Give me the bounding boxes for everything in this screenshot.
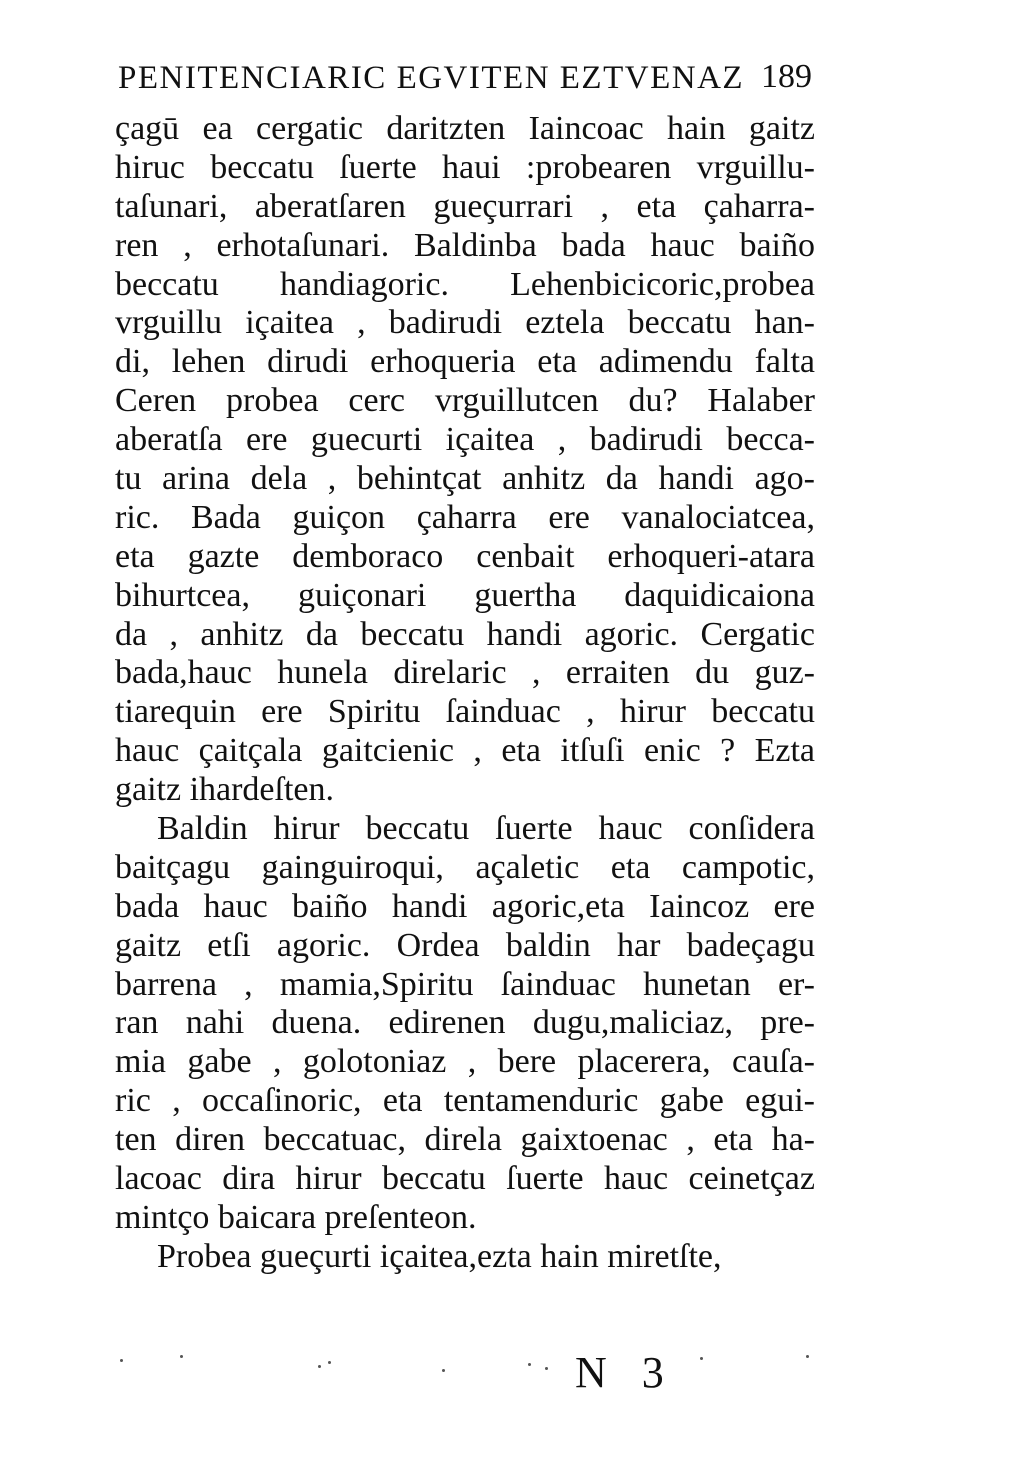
ink-speck	[328, 1361, 331, 1364]
text-line: aberatſa ere guecurti içaitea , badirudi becca-	[115, 421, 815, 459]
text-line: bihurtcea, guiçonari guertha daquidicaiona	[115, 576, 815, 614]
text-line: baitçagu gainguiroqui, açaletic eta campotic,	[115, 848, 815, 886]
text-line: barrena , mamia,Spiritu ſainduac hunetan er-	[115, 965, 815, 1003]
text-line: da , anhitz da beccatu handi agoric. Cergatic	[115, 615, 815, 653]
text-line: di, lehen dirudi erhoqueria eta adimendu falta	[115, 343, 815, 381]
ink-speck	[442, 1369, 445, 1372]
ink-speck	[545, 1367, 548, 1370]
running-title: PENITENCIARIC EGVITEN EZTVENAZ	[118, 60, 745, 96]
text-line: Ceren probea cerc vrguillutcen du? Halaber	[115, 382, 815, 420]
text-line: mintço baicara preſenteon.	[115, 1198, 477, 1236]
text-line: tiarequin ere Spiritu ſainduac , hirur beccatu	[115, 693, 815, 731]
ink-speck	[806, 1355, 809, 1358]
text-line: eta gazte demboraco cenbait erhoqueri-atara	[115, 537, 815, 575]
text-line: gaitz etſi agoric. Ordea baldin har badeçagu	[115, 926, 815, 964]
paragraph-1	[115, 110, 815, 810]
text-line: beccatu handiagoric. Lehenbicicoric,probea	[115, 265, 815, 303]
text-line: ric. Bada guiçon çaharra ere vanalociatcea,	[115, 498, 815, 536]
ink-speck	[528, 1363, 531, 1366]
paragraph-3	[115, 1238, 815, 1277]
body-text	[115, 110, 815, 1277]
ink-speck	[120, 1359, 123, 1362]
text-line: gaitz ihardeſten.	[115, 771, 335, 809]
text-line: ran nahi duena. edirenen dugu,maliciaz, pre-	[115, 1004, 815, 1042]
page-number: 189	[761, 58, 812, 95]
text-line: tu arina dela , behintçat anhitz da handi ago-	[115, 460, 815, 498]
print-specks	[120, 1355, 810, 1375]
text-line: Probea gueçurti içaitea,ezta hain miretſte,	[157, 1237, 722, 1275]
ink-speck	[700, 1357, 703, 1360]
text-line: hiruc beccatu ſuerte haui :probearen vrguillu-	[115, 148, 815, 186]
text-line: taſunari, aberatſaren gueçurrari , eta çaharra-	[115, 187, 815, 225]
text-line: ric , occaſinoric, eta tentamenduric gabe egui-	[115, 1082, 815, 1120]
ink-speck	[318, 1365, 321, 1368]
text-line: bada hauc baiño handi agoric,eta Iaincoz ere	[115, 887, 815, 925]
text-line: ten diren beccatuac, direla gaixtoenac , eta ha-	[115, 1121, 815, 1159]
running-head	[118, 58, 818, 108]
signature-mark: N 3	[575, 1348, 676, 1397]
text-line: ren , erhotaſunari. Baldinba bada hauc baiño	[115, 226, 815, 264]
text-line: vrguillu içaitea , badirudi eztela beccatu han-	[115, 304, 815, 342]
paragraph-2	[115, 810, 815, 1238]
text-line: lacoac dira hirur beccatu ſuerte hauc ceinetçaz	[115, 1160, 815, 1198]
text-line: çagū ea cergatic daritzten Iaincoac hain gaitz	[115, 110, 815, 147]
text-line: bada,hauc hunela direlaric , erraiten du guz-	[115, 654, 815, 692]
text-line: mia gabe , golotoniaz , bere placerera, cauſa-	[115, 1043, 815, 1081]
ink-speck	[180, 1355, 183, 1358]
text-line: Baldin hirur beccatu ſuerte hauc conſidera	[157, 810, 815, 848]
text-line: hauc çaitçala gaitcienic , eta itſuſi enic ? Ezta	[115, 732, 815, 770]
